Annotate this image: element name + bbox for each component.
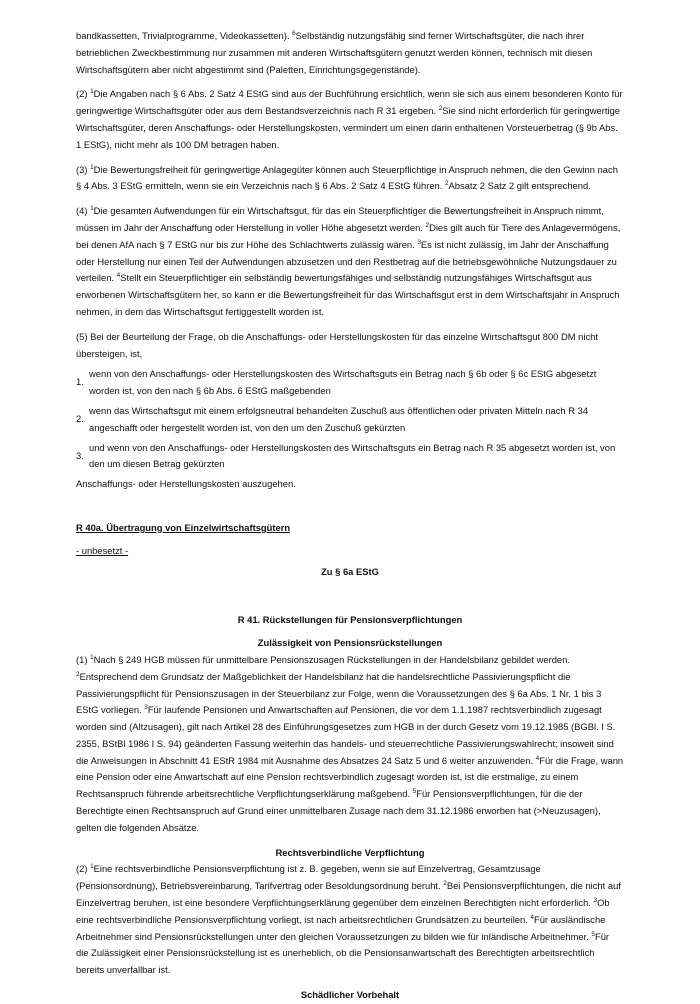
paragraph-2: (2) $^1$Die Angaben nach § 6 Abs. 2 Satz 4 EStG sind aus der Buchführung ersichtlich, wenn sie sich aus einem besonderen Konto für geringwertige Wirtschaftsgüter oder aus dem Bestandsverzeichnis nach R 31 ergeben. $^2$Sie sind nicht erforderlich für geringwertige Wirtschaftsgüter, deren Anschaffungs- oder Herstellungskosten, vermindert um einen darin enthaltenen Vorsteuerbetrag (§ 9b Abs. 1 EStG), nicht mehr als 100 DM betragen haben. <box>76 88 623 150</box>
subheading-zulaessigkeit: Zulässigkeit von Pensionsrückstellungen <box>257 637 443 649</box>
sentence-number: 4 <box>530 914 534 922</box>
list-number: 1. <box>76 376 84 388</box>
sentence-number: 1 <box>90 654 94 662</box>
subheading-rechtsverbindlich: Rechtsverbindliche Verpflichtung <box>275 846 425 858</box>
paragraph-3: (3) $^1$Die Bewertungsfreiheit für geringwertige Anlagegüter können auch Steuerpflichtige in Anspruch nehmen, die den Gewinn nach § 4 Abs. 3 EStG ermitteln, wenn sie ein Verzeichnis nach § 6 Abs. 2 Satz 4 EStG führen. $^2$Absatz 2 Satz 2 gilt entsprechend. <box>76 163 618 192</box>
paragraph-5: (5) Bei der Beurteilung der Frage, ob die Anschaffungs- oder Herstellungskosten für das einzelne Wirtschaftsgut 800 DM nicht übersteigen, ist, <box>76 330 598 359</box>
sentence-number: 2 <box>76 670 80 678</box>
law-section-title: Zu § 6a EStG <box>321 565 379 577</box>
unbesetzt-note: - unbesetzt - <box>76 544 129 556</box>
list-item: 1. wenn von den Anschaffungs- oder Herstellungskosten des Wirtschaftsguts ein Betrag nach § 6b oder § 6c EStG abgesetzt worden ist, von den nach § 6b Abs. 6 EStG maßgebenden <box>76 368 597 397</box>
sentence-number: 2 <box>443 880 447 888</box>
list-item: 3. und wenn von den Anschaffungs- oder Herstellungskosten des Wirtschaftsguts ein Betrag nach R 35 abgesetzt worden ist, von den um diesen Betrag gekürzten <box>76 441 616 470</box>
sentence-number: 1 <box>90 163 94 171</box>
list-item: 2. wenn das Wirtschaftsgut mit einem erfolgsneutral behandelten Zuschuß aus öffentlichen oder privaten Mitteln nach R 34 angeschafft oder hergestellt worden ist, von den um den Zuschuß gekürzten <box>76 404 589 433</box>
paragraph-1-continued: bandkassetten, Trivialprogramme, Videokassetten). $^6$Selbständig nutzungsfähig sind ferner Wirtschaftsgüter, die nach ihrer betrieblichen Zweckbestimmung nur zusammen mit anderen Wirtschaftsgütern genutzt werden können, technisch mit diesen Wirtschaftsgütern aber nicht abgestimmt sind (Paletten, Einrichtungsgegenstände). <box>76 30 593 75</box>
sentence-number: 4 <box>116 272 121 280</box>
sentence-number: 1 <box>90 88 94 96</box>
sentence-number: 3 <box>144 704 148 712</box>
sentence-number: 1 <box>90 205 94 213</box>
r41-paragraph-1: (1) $^1$Nach § 249 HGB müssen für unmittelbare Pensionszusagen Rückstellungen in der Handelsbilanz gebildet werden. $^2$Entsprechend dem Grundsatz der Maßgeblichkeit der Handelsbilanz hat die handelsrechtliche Passivierungspflicht die Passivierungspflicht für Pensionszusagen in der Steuerbilanz zur Folge, wenn die Voraussetzungen des § 6a Abs. 1 Nr. 1 bis 3 EStG vorliegen. $^3$Für laufende Pensionen und Anwartschaften auf Pensionen, die vor dem 1.1.1987 rechtsverbindlich zugesagt worden sind (Altzusagen), gilt nach Artikel 28 des Einführungsgesetzes zum HGB in der durch Gesetz vom 19.12.1985 (BGBl. I S. 2355, BStBl 1986 I S. 94) geänderten Fassung weiterhin das handels- und steuerrechtliche Passivierungswahlrecht; insoweit sind die Anweisungen in Abschnitt 41 EStR 1984 mit Ausnahme des Absatzes 24 Satz 5 und 6 weiter anzuwenden. $^4$Für die Frage, wann eine Pension oder eine Anwartschaft auf eine Pension rechtsverbindlich zugesagt worden ist, ist die erstmalige, zu einem Rechtsanspruch führende arbeitsrechtliche Verpflichtungserklärung maßgebend. $^5$Für Pensionsverpflichtungen, für die der Berechtigte einen Rechtsanspruch auf Grund einer unmittelbaren Zusage nach dem 31.12.1986 erworben hat (>Neuzusagen), gelten die folgenden Absätze. <box>76 653 624 833</box>
sentence-number: 6 <box>292 30 296 38</box>
sentence-number: 2 <box>425 222 430 230</box>
r41-paragraph-2: (2) $^1$Eine rechtsverbindliche Pensionsverpflichtung ist z. B. gegeben, wenn sie auf Einzelvertrag, Gesamtzusage (Pensionsordnung), Betriebsvereinbarung, Tarifvertrag oder Besoldungsordnung beruht. $^2$Bei Pensionsverpflichtungen, die nicht auf Einzelvertrag beruhen, ist eine besondere Verpflichtungserklärung gegenüber dem einzelnen Berechtigten nicht erforderlich. $^3$Ob eine rechtsverbindliche Pensionsverpflichtung vorliegt, ist nach arbeitsrechtlichen Grundsätzen zu beurteilen. $^4$Für ausländische Arbeitnehmer sind Pensionsrückstellungen unter den gleichen Voraussetzungen zu bilden wie für inländische Arbeitnehmer. $^5$Für die Zulässigkeit einer Pensionsrückstellung ist es unerheblich, ob die Pensionsanwartschaft des Berechtigten arbeitsrechtlich bereits unverfallbar ist. <box>76 863 621 976</box>
list-number: 2. <box>76 412 84 424</box>
sentence-number: 2 <box>444 180 449 188</box>
numbered-list <box>76 366 624 473</box>
paragraph-4: (4) $^1$Die gesamten Aufwendungen für ein Wirtschaftsgut, für das ein Steuerpflichtiger die Bewertungsfreiheit in Anspruch nimmt, müssen im Jahr der Anschaffung oder Herstellung in voller Höhe abgesetzt werden. $^2$Dies gilt auch für Tiere des Anlagevermögens, bei denen AfA nach § 7 EStG nur bis zur Höhe des Schlachtwerts zulässig wären. $^3$Es ist nicht zulässig, im Jahr der Anschaffung oder Herstellung nur einen Teil der Aufwendungen abzusetzen und den Restbetrag auf die betriebsgewöhnliche Nutzungsdauer zu verteilen. $^4$Stellt ein Steuerpflichtiger ein selbständig bewertungsfähiges und selbständig nutzungsfähiges Wirtschaftsgut aus erworbenen Wirtschaftsgütern her, so kann er die Bewertungsfreiheit für das Wirtschaftsgut erst in dem Wirtschaftsjahr in Anspruch nehmen, in dem das Wirtschaftsgut fertiggestellt worden ist. <box>76 205 621 317</box>
paragraph-5-tail: Anschaffungs- oder Herstellungskosten auszugehen. <box>76 478 296 490</box>
sentence-number: 2 <box>438 105 443 113</box>
sentence-number: 3 <box>417 238 421 246</box>
sentence-number: 5 <box>591 930 595 938</box>
sentence-number: 3 <box>593 897 598 905</box>
sentence-number: 4 <box>535 754 540 762</box>
sentence-number: 5 <box>412 788 417 796</box>
list-number: 3. <box>76 449 84 461</box>
sentence-number: 1 <box>90 863 94 871</box>
subheading-schaedlicher-vorbehalt: Schädlicher Vorbehalt <box>300 989 400 1001</box>
section-heading-r41: R 41. Rückstellungen für Pensionsverpflichtungen <box>237 614 463 626</box>
section-heading-r40a: R 40a. Übertragung von Einzelwirtschaftsgütern <box>76 521 291 533</box>
